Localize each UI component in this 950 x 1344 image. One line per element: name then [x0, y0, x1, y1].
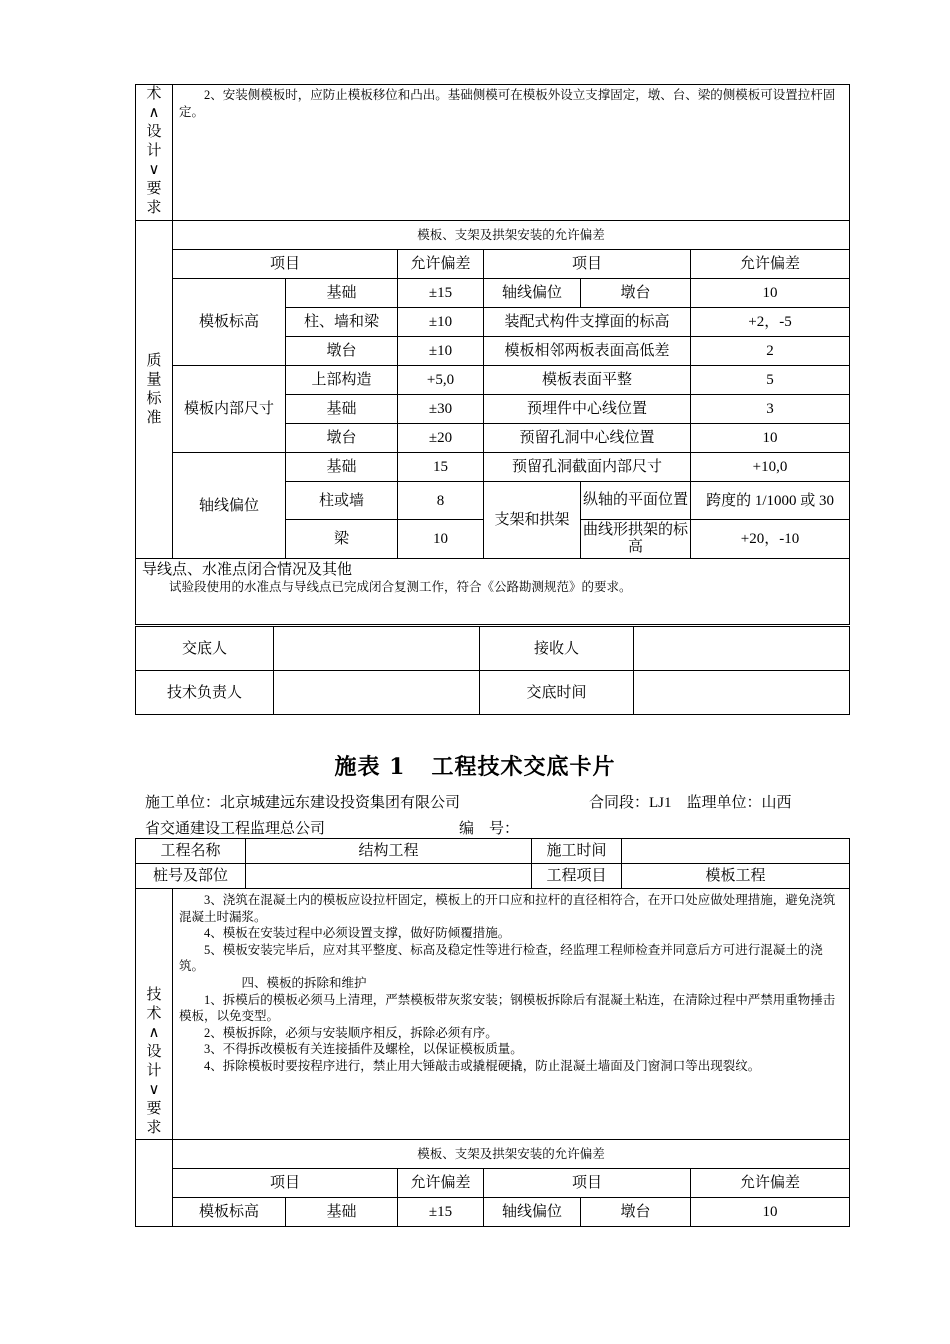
cell-sub2: 墩台 [581, 279, 691, 308]
header-item-2: 项目 [484, 250, 691, 279]
cell-item: 装配式构件支撑面的标高 [484, 308, 691, 337]
cell-val2: 2 [691, 337, 850, 366]
tech-requirement-text: 2、安装侧模板时，应防止模板移位和凸出。基础侧模可在模板外设立支撑固定，墩、台、梁的侧模板可设置拉杆固定。 [173, 85, 850, 221]
group-elevation: 模板标高 [173, 279, 286, 366]
project-item-value: 模板工程 [622, 864, 850, 889]
cell-sub: 柱或墙 [286, 482, 398, 520]
cell-item: 预留孔洞截面内部尺寸 [484, 453, 691, 482]
cell-val: 10 [398, 520, 484, 559]
header-tolerance: 允许偏差 [398, 1169, 484, 1198]
cell-val2: +10,0 [691, 453, 850, 482]
closure-title: 导线点、水准点闭合情况及其他 [142, 562, 353, 578]
receiver-value[interactable] [634, 627, 850, 671]
tech-paragraph: 4、拆除模板时要按程序进行，禁止用大锤敲击或撬棍硬撬，防止混凝土墙面及门窗洞口等出现裂纹。 [204, 1058, 761, 1073]
tech-section-heading: 四、模板的拆除和维护 [241, 975, 367, 990]
cell-val2: 10 [691, 424, 850, 453]
tech-requirement-text [173, 889, 850, 1140]
cell-val2: +20，-10 [691, 520, 850, 559]
cell-val: ±30 [398, 395, 484, 424]
quality-standard-label: 质 量 标 准 [136, 221, 173, 559]
cell-val: ±15 [398, 1198, 484, 1227]
tech-paragraph: 3、不得拆改模板有关连接插件及螺栓，以保证模板质量。 [204, 1042, 523, 1057]
cell-item: 预留孔洞中心线位置 [484, 424, 691, 453]
cell-val: ±20 [398, 424, 484, 453]
cell-sub: 基础 [286, 279, 398, 308]
cell-sub: 墩台 [286, 337, 398, 366]
cell-val2: 跨度的 1/1000 或 30 [691, 482, 850, 520]
header-item: 项目 [173, 1169, 398, 1198]
cell-item: 模板表面平整 [484, 366, 691, 395]
tech-paragraph: 3、浇筑在混凝土内的模板应设拉杆固定，模板上的开口应和拉杆的直径相符合，在开口处应做处理措施，避免浇筑混凝土时漏浆。 [179, 893, 836, 924]
handover-time-value[interactable] [634, 671, 850, 715]
tech-lead-value[interactable] [274, 671, 480, 715]
cell-sub2: 曲线形拱架的标高 [581, 520, 691, 559]
cell-val: +5,0 [398, 366, 484, 395]
tech-lead-label: 技术负责人 [136, 671, 274, 715]
station-value[interactable] [246, 864, 532, 889]
card-title: 施表 1 工程技术交底卡片 [334, 754, 616, 780]
cell-item: 轴线偏位 [484, 1198, 581, 1227]
tech-paragraph: 5、模板安装完毕后，应对其平整度、标高及稳定性等进行检查，经监理工程师检查并同意后方可进行混凝土的浇筑。 [179, 942, 823, 974]
cell-val: 8 [398, 482, 484, 520]
header-tolerance: 允许偏差 [398, 250, 484, 279]
cell-val2: 10 [691, 279, 850, 308]
cell-item: 预埋件中心线位置 [484, 395, 691, 424]
handover-time-label: 交底时间 [480, 671, 634, 715]
group-inner-size: 模板内部尺寸 [173, 366, 286, 453]
top-quality-table [135, 84, 850, 625]
closure-section [136, 559, 850, 625]
contract-section: 合同段：LJ1 监理单位：山西 [589, 795, 792, 811]
cell-val: 15 [398, 453, 484, 482]
cell-item: 轴线偏位 [484, 279, 581, 308]
project-item-label: 工程项目 [532, 864, 622, 889]
quality-standard-label [136, 1140, 173, 1227]
cell-sub: 上部构造 [286, 366, 398, 395]
tech-paragraph: 4、模板在安装过程中必须设置支撑，做好防倾覆措施。 [204, 926, 511, 941]
card-tech-table [135, 888, 850, 1227]
cell-val: ±10 [398, 308, 484, 337]
cell-val2: +2，-5 [691, 308, 850, 337]
cell-sub: 柱、墙和梁 [286, 308, 398, 337]
handover-value[interactable] [274, 627, 480, 671]
header-tolerance-2: 允许偏差 [691, 250, 850, 279]
tolerance-table-title: 模板、支架及拱架安装的允许偏差 [173, 1140, 850, 1169]
handover-label: 交底人 [136, 627, 274, 671]
construction-time-value[interactable] [622, 839, 850, 864]
cell-val: ±15 [398, 279, 484, 308]
cell-val2: 10 [691, 1198, 850, 1227]
cell-sub: 墩台 [286, 424, 398, 453]
supervision-unit: 省交通建设工程监理总公司 [145, 821, 326, 837]
header-tolerance-2: 允许偏差 [691, 1169, 850, 1198]
cell-val2: 5 [691, 366, 850, 395]
cell-sub: 梁 [286, 520, 398, 559]
group-elevation: 模板标高 [173, 1198, 286, 1227]
tech-requirement-label: 术 ∧ 设 计 ∨ 要 求 [136, 85, 173, 221]
header-item: 项目 [173, 250, 398, 279]
group-support: 支架和拱架 [484, 482, 581, 559]
cell-sub: 基础 [286, 1198, 398, 1227]
cell-sub2: 纵轴的平面位置 [581, 482, 691, 520]
tech-paragraph: 1、拆模后的模板必须马上清理，严禁模板带灰浆安装；钢模板拆除后有混凝土粘连，在清除过程中严禁用重物捶击模板，以免变型。 [179, 992, 836, 1024]
card-info-table [135, 838, 850, 889]
tolerance-table-title: 模板、支架及拱架安装的允许偏差 [173, 221, 850, 250]
tech-paragraph: 2、模板拆除，必须与安装顺序相反，拆除必须有序。 [204, 1025, 498, 1040]
cell-sub: 基础 [286, 453, 398, 482]
cell-val2: 3 [691, 395, 850, 424]
group-axis: 轴线偏位 [173, 453, 286, 559]
signoff-table [135, 626, 850, 715]
cell-sub2: 墩台 [581, 1198, 691, 1227]
tech-requirement-label: 技 术 ∧ 设 计 ∨ 要 求 [136, 889, 173, 1140]
project-name-label: 工程名称 [136, 839, 246, 864]
project-name-value: 结构工程 [246, 839, 532, 864]
receiver-label: 接收人 [480, 627, 634, 671]
cell-sub: 基础 [286, 395, 398, 424]
serial-number-label: 编 号： [459, 821, 520, 837]
cell-item: 模板相邻两板表面高低差 [484, 337, 691, 366]
header-item-2: 项目 [484, 1169, 691, 1198]
construction-unit: 施工单位：北京城建远东建设投资集团有限公司 [145, 795, 461, 811]
construction-time-label: 施工时间 [532, 839, 622, 864]
closure-text: 试验段使用的水准点与导线点已完成闭合复测工作，符合《公路勘测规范》的要求。 [169, 580, 632, 594]
cell-val: ±10 [398, 337, 484, 366]
station-label: 桩号及部位 [136, 864, 246, 889]
